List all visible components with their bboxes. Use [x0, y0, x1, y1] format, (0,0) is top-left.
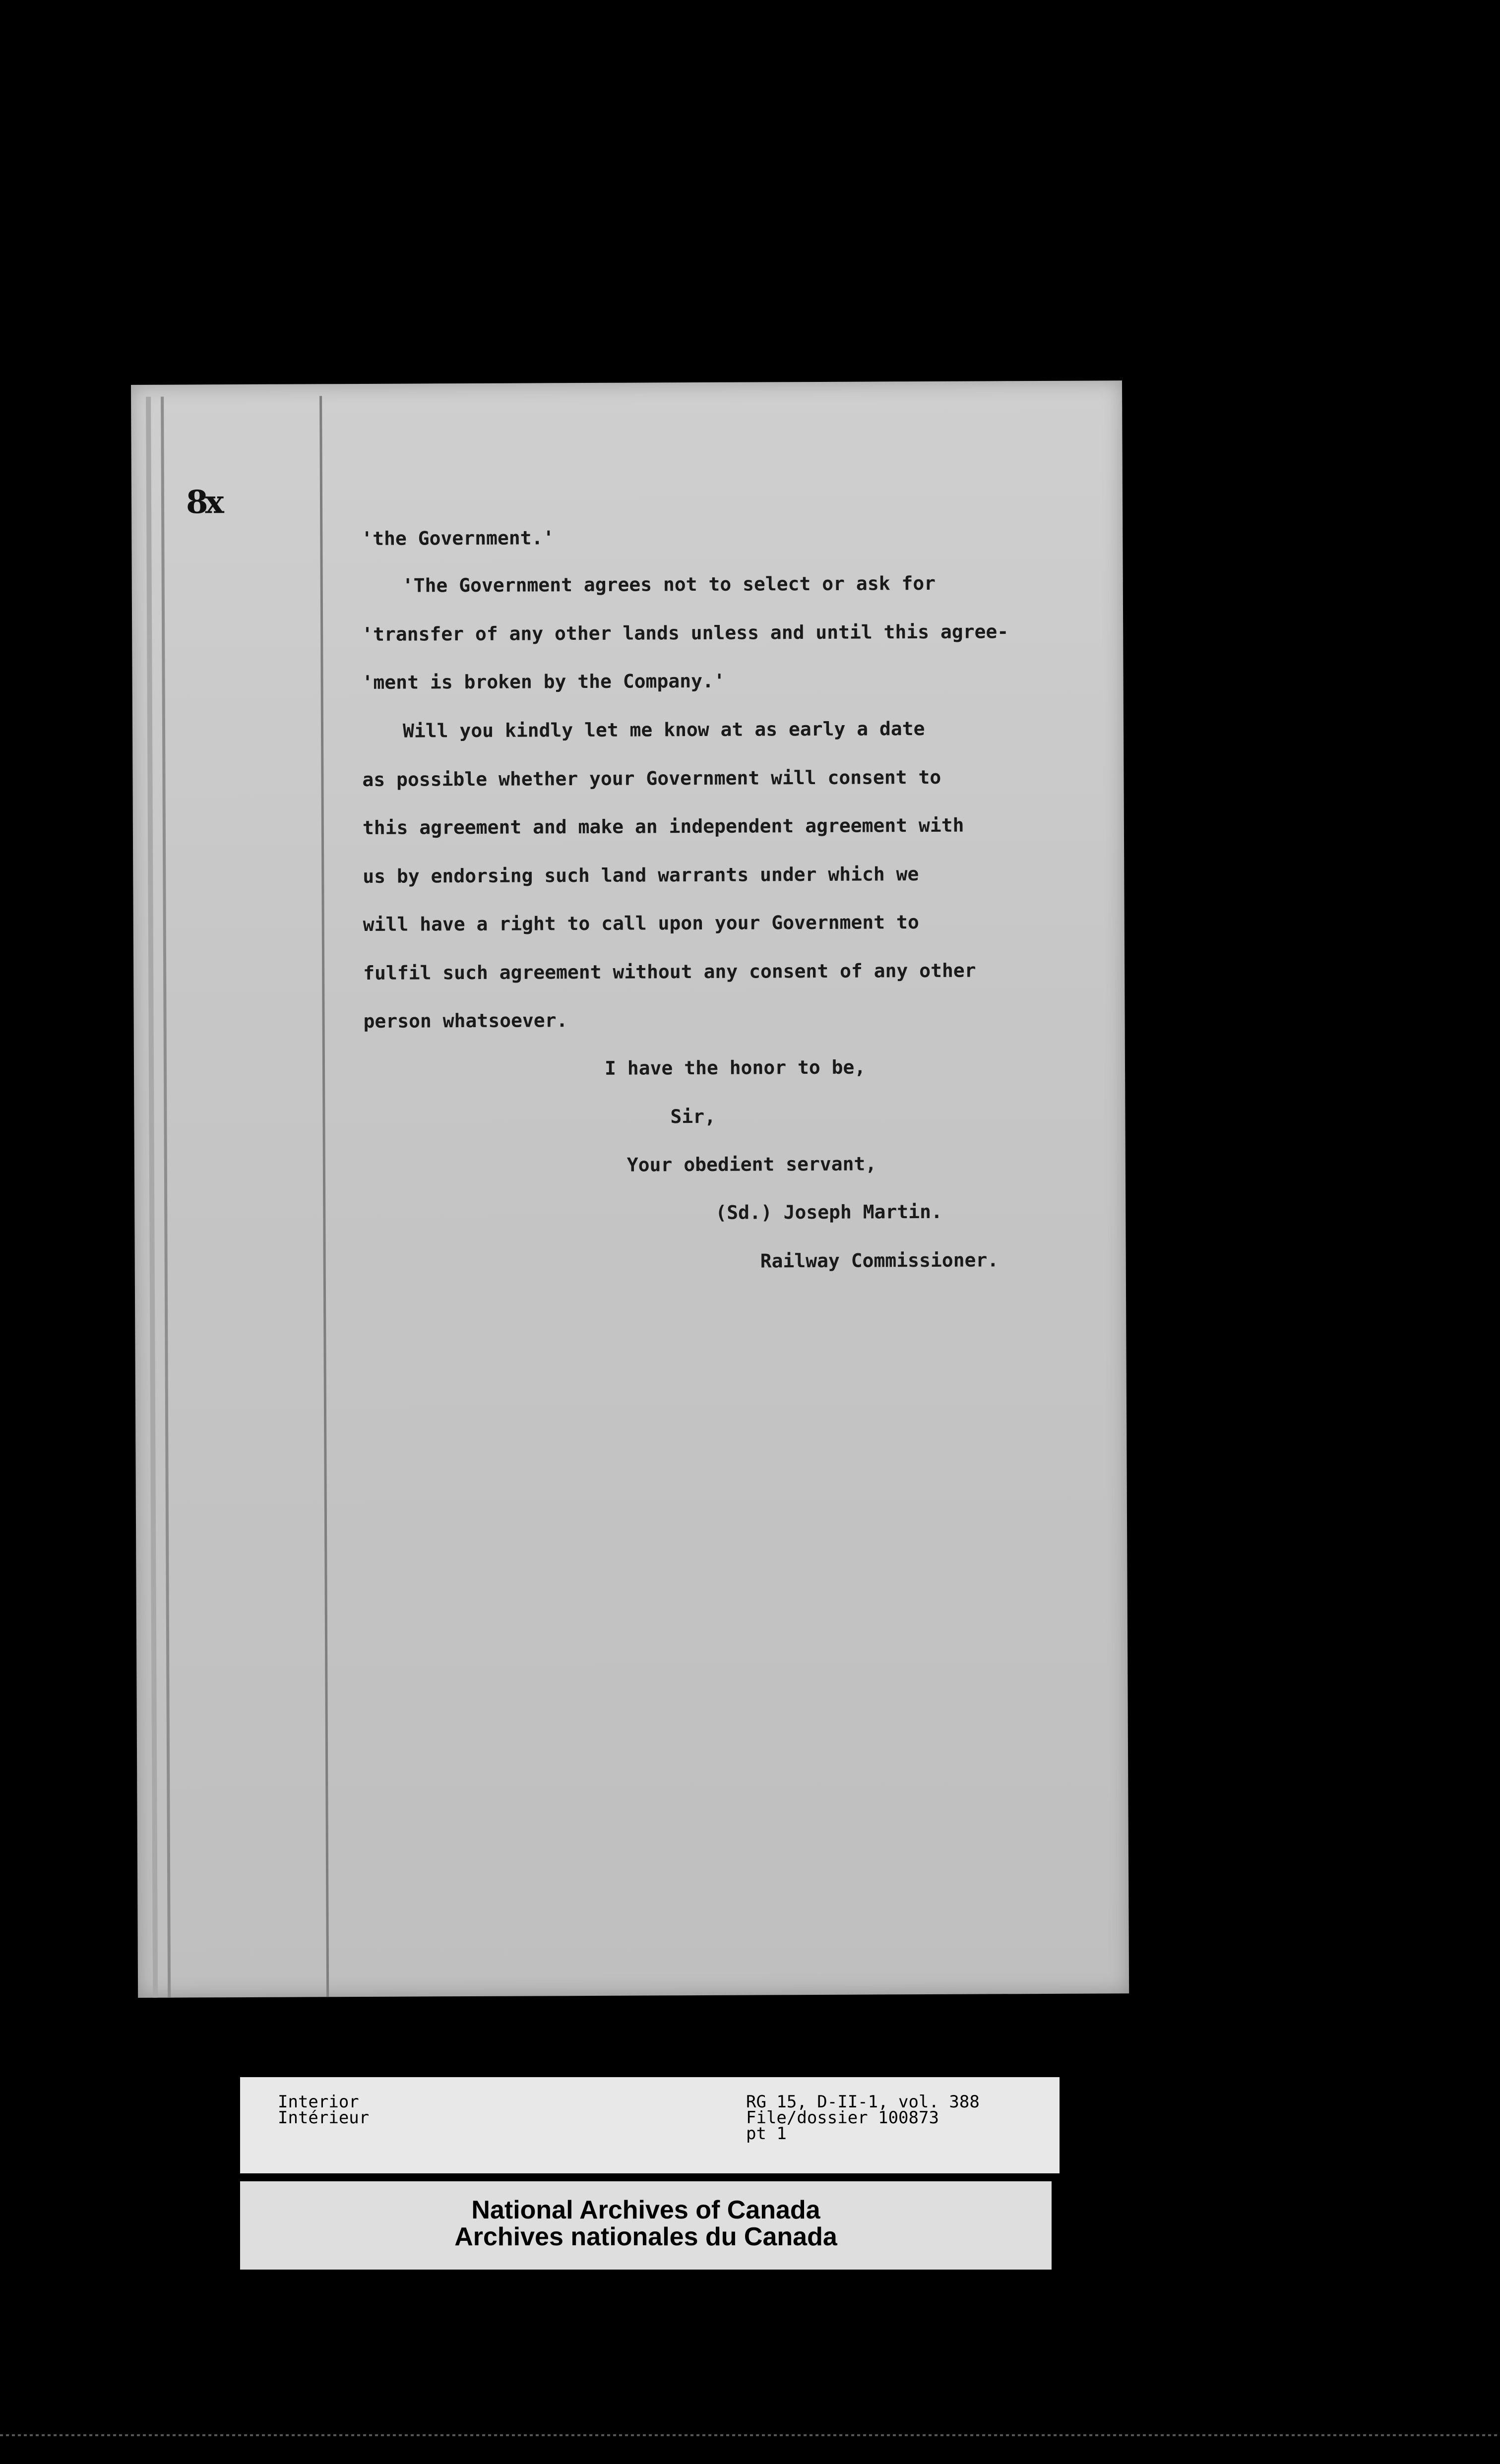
part-reference: pt 1 — [746, 2124, 787, 2144]
letter-line: us by endorsing such land warrants under which we — [363, 863, 919, 887]
margin-rule — [146, 397, 158, 1998]
record-reference: RG 15, D-II-1, vol. 388 — [746, 2092, 980, 2112]
department-en: Interior — [278, 2092, 359, 2112]
archive-name-fr: Archives nationales du Canada — [454, 2222, 837, 2251]
department-fr: Intérieur — [278, 2108, 370, 2128]
signatory-title: Railway Commissioner. — [760, 1249, 999, 1272]
margin-rule — [161, 397, 171, 1998]
scan-edge-line — [0, 2434, 1500, 2436]
letter-line: 'The Government agrees not to select or ask for — [402, 572, 936, 597]
page-number: 8x — [186, 484, 221, 521]
document-page — [131, 380, 1129, 1998]
letter-line: this agreement and make an independent agreement with — [362, 814, 964, 839]
signature: (Sd.) Joseph Martin. — [715, 1200, 942, 1224]
archive-name-en: National Archives of Canada — [471, 2196, 820, 2224]
letter-line: Will you kindly let me know at as early a date — [402, 718, 925, 742]
letter-body — [361, 524, 1150, 1272]
closing-line: I have the honor to be, — [604, 1056, 866, 1079]
letter-line: person whatsoever. — [363, 1009, 568, 1032]
letter-line: as possible whether your Government will consent to — [362, 766, 941, 791]
reference-label — [240, 2077, 1060, 2173]
letter-line: 'ment is broken by the Company.' — [362, 670, 725, 693]
closing-line: Your obedient servant, — [626, 1153, 877, 1176]
letter-line: will have a right to call upon your Government to — [363, 911, 919, 935]
letter-line: fulfil such agreement without any consent of any other — [363, 959, 976, 984]
letter-line: 'the Government.' — [361, 527, 555, 550]
file-reference: File/dossier 100873 — [746, 2108, 939, 2128]
margin-rule — [319, 396, 329, 1997]
letter-line: 'transfer of any other lands unless and until this agree- — [362, 620, 1009, 645]
closing-salutation: Sir, — [670, 1105, 716, 1128]
archive-label — [240, 2181, 1052, 2270]
